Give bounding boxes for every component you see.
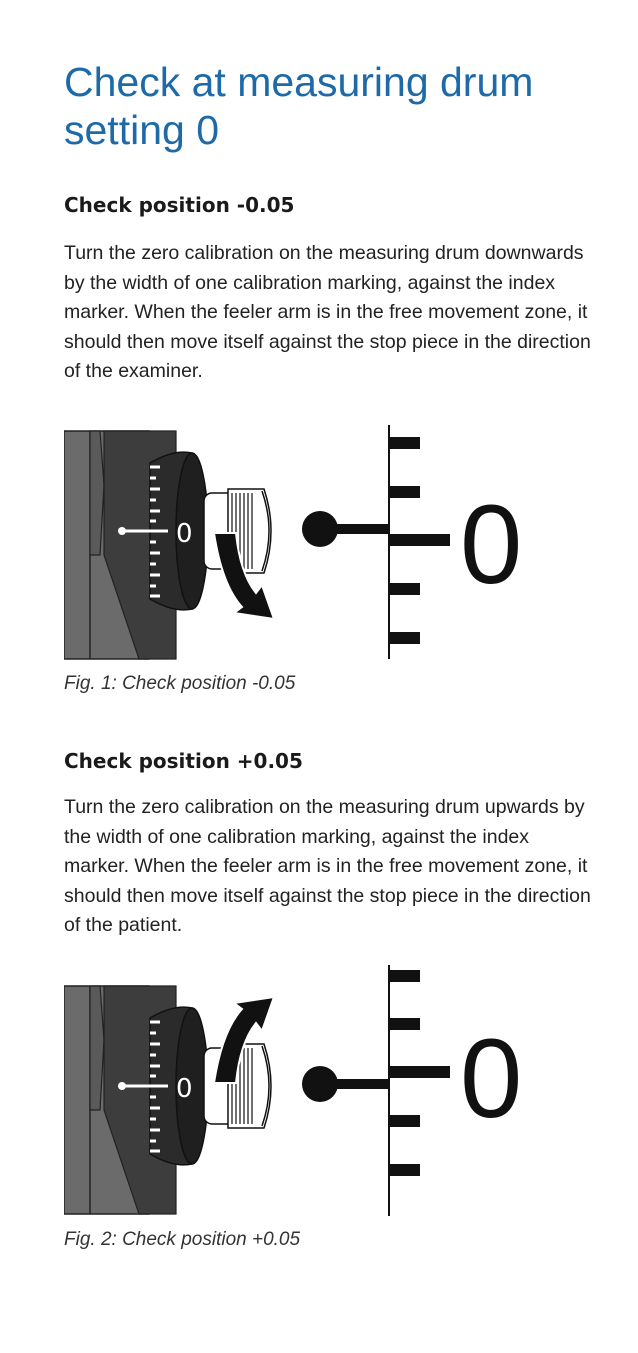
scale-zero-label: 0	[460, 1016, 523, 1141]
section-heading-plus: Check position +0.05	[64, 749, 303, 773]
drum-zero-label: 0	[176, 1074, 193, 1104]
feeler-arm	[302, 511, 390, 547]
figure-2-caption: Fig. 2: Check position +0.05	[64, 1229, 301, 1250]
figure-1-illustration	[64, 425, 524, 665]
section-heading-minus: Check position -0.05	[64, 193, 295, 217]
section-body-plus: Turn the zero calibration on the measuring drum upwards by the width of one calibration marking, against the index marker. When the feeler arm is in the free movement zone, it should then move itself against the stop piece in the direction of the patient.	[64, 796, 591, 936]
page-title: Check at measuring drum setting 0	[64, 59, 534, 153]
figure-1-caption: Fig. 1: Check position -0.05	[64, 673, 296, 694]
scale-zero-label: 0	[460, 482, 523, 607]
section-body-minus: Turn the zero calibration on the measuring drum downwards by the width of one calibration marking, against the index marker. When the feeler arm is in the free movement zone, it should then move itself against the stop piece in the direction of the examiner.	[64, 242, 591, 382]
stop-scale	[389, 425, 522, 659]
figure-2-illustration	[64, 965, 524, 1220]
stop-scale	[389, 965, 522, 1216]
drum-zero-label: 0	[176, 519, 193, 549]
feeler-arm	[302, 1066, 390, 1102]
